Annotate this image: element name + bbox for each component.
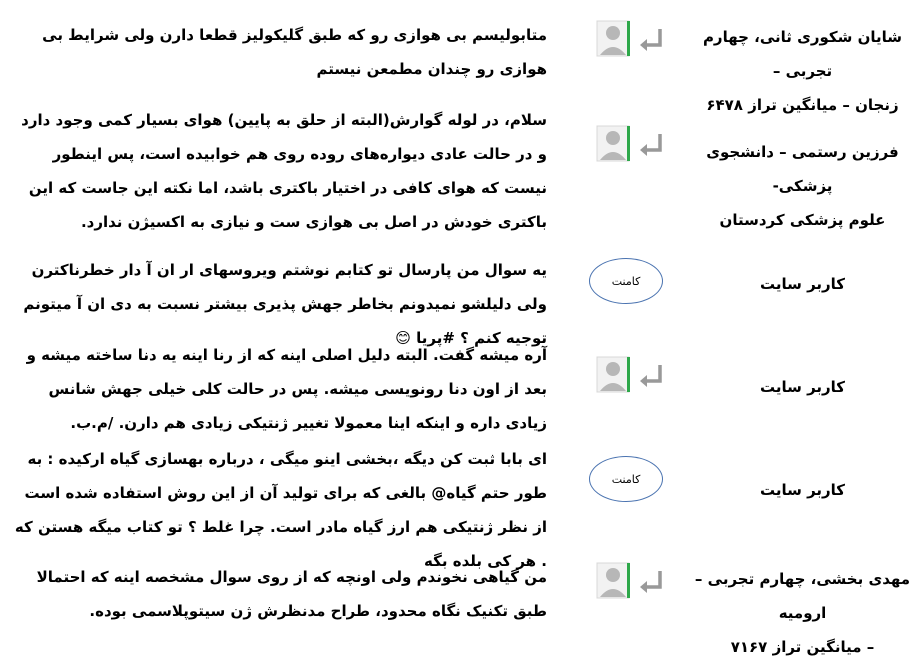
comment-marker[interactable]: کامنت xyxy=(589,258,663,304)
comment-author: شایان شکوری ثانی، چهارم تجربی – زنجان – میانگین تراز ۶۴۷۸ xyxy=(702,28,903,114)
comment-author: مهدی بخشی، چهارم تجربی – ارومیه – میانگین تراز ۷۱۶۷ xyxy=(694,570,911,656)
comment-text: من گیاهی نخوندم ولی اونچه که از روی سوال مشخصه اینه که احتمالا طبق تکنیک نگاه محدود، طراح مدنظرش ژن سیتوپلاسمی بوده. xyxy=(36,568,547,620)
avatar-reply-icon[interactable] xyxy=(596,125,666,165)
comment-text: سلام، در لوله گوارش(البته از حلق به پایین) هوای بسیار کمی وجود دارد و در حالت عادی دیواره‌های روده روی هم خوابیده است، پس اینطور نیست که هوای کافی در اختیار باکتری باشد، اما نکته این جاست که این باکتری خودش در اصل بی هوازی ست و نیازی به اکسیژن ندارد. xyxy=(21,111,547,231)
avatar-reply-icon[interactable] xyxy=(596,562,666,602)
comment-marker[interactable]: کامنت xyxy=(589,456,663,502)
comment-author: کاربر سایت xyxy=(759,481,846,499)
comment-text: آره میشه گفت. البته دلیل اصلی اینه که از رنا اینه یه دنا ساخته میشه و بعد از اون دنا رونویسی میشه. پس در حالت کلی خیلی جهش شانس زیادی داره و اینکه اینا معمولا تغییر ژنتیکی زیادی هم دارن. /م.ب. xyxy=(26,346,547,432)
avatar-reply-icon[interactable] xyxy=(596,356,666,396)
comment-author: فرزین رستمی – دانشجوی پزشکی- علوم پزشکی کردستان xyxy=(706,143,899,229)
comment-author: کاربر سایت xyxy=(759,378,846,396)
avatar-reply-icon[interactable] xyxy=(596,20,666,60)
comment-text: یه سوال من پارسال تو کتابم نوشتم ویروسهای ار ان آ دار خطرناکترن ولی دلیلشو نمیدونم بخاطر جهش پذیری بیشتر نسبت به دی ان آ میتونم توجیه کنم ؟ #پریا 😊 xyxy=(23,261,547,347)
comment-text: ای بابا ثبت کن دیگه ،بخشی اینو میگی ، درباره بهسازی گیاه ارکیده : به طور حتم گیاه@ بالغی که برای تولید آن از این روش استفاده شده است از نظر ژنتیکی هم ارز گیاه مادر است. چرا غلط ؟ تو کتاب میگه هستن که . هر کی بلده بگه xyxy=(14,450,547,570)
comment-author: کاربر سایت xyxy=(759,275,846,293)
comment-text: متابولیسم بی هوازی رو که طبق گلیکولیز قطعا دارن ولی شرایط بی هوازی رو چندان مطمعن نیستم xyxy=(42,26,547,78)
